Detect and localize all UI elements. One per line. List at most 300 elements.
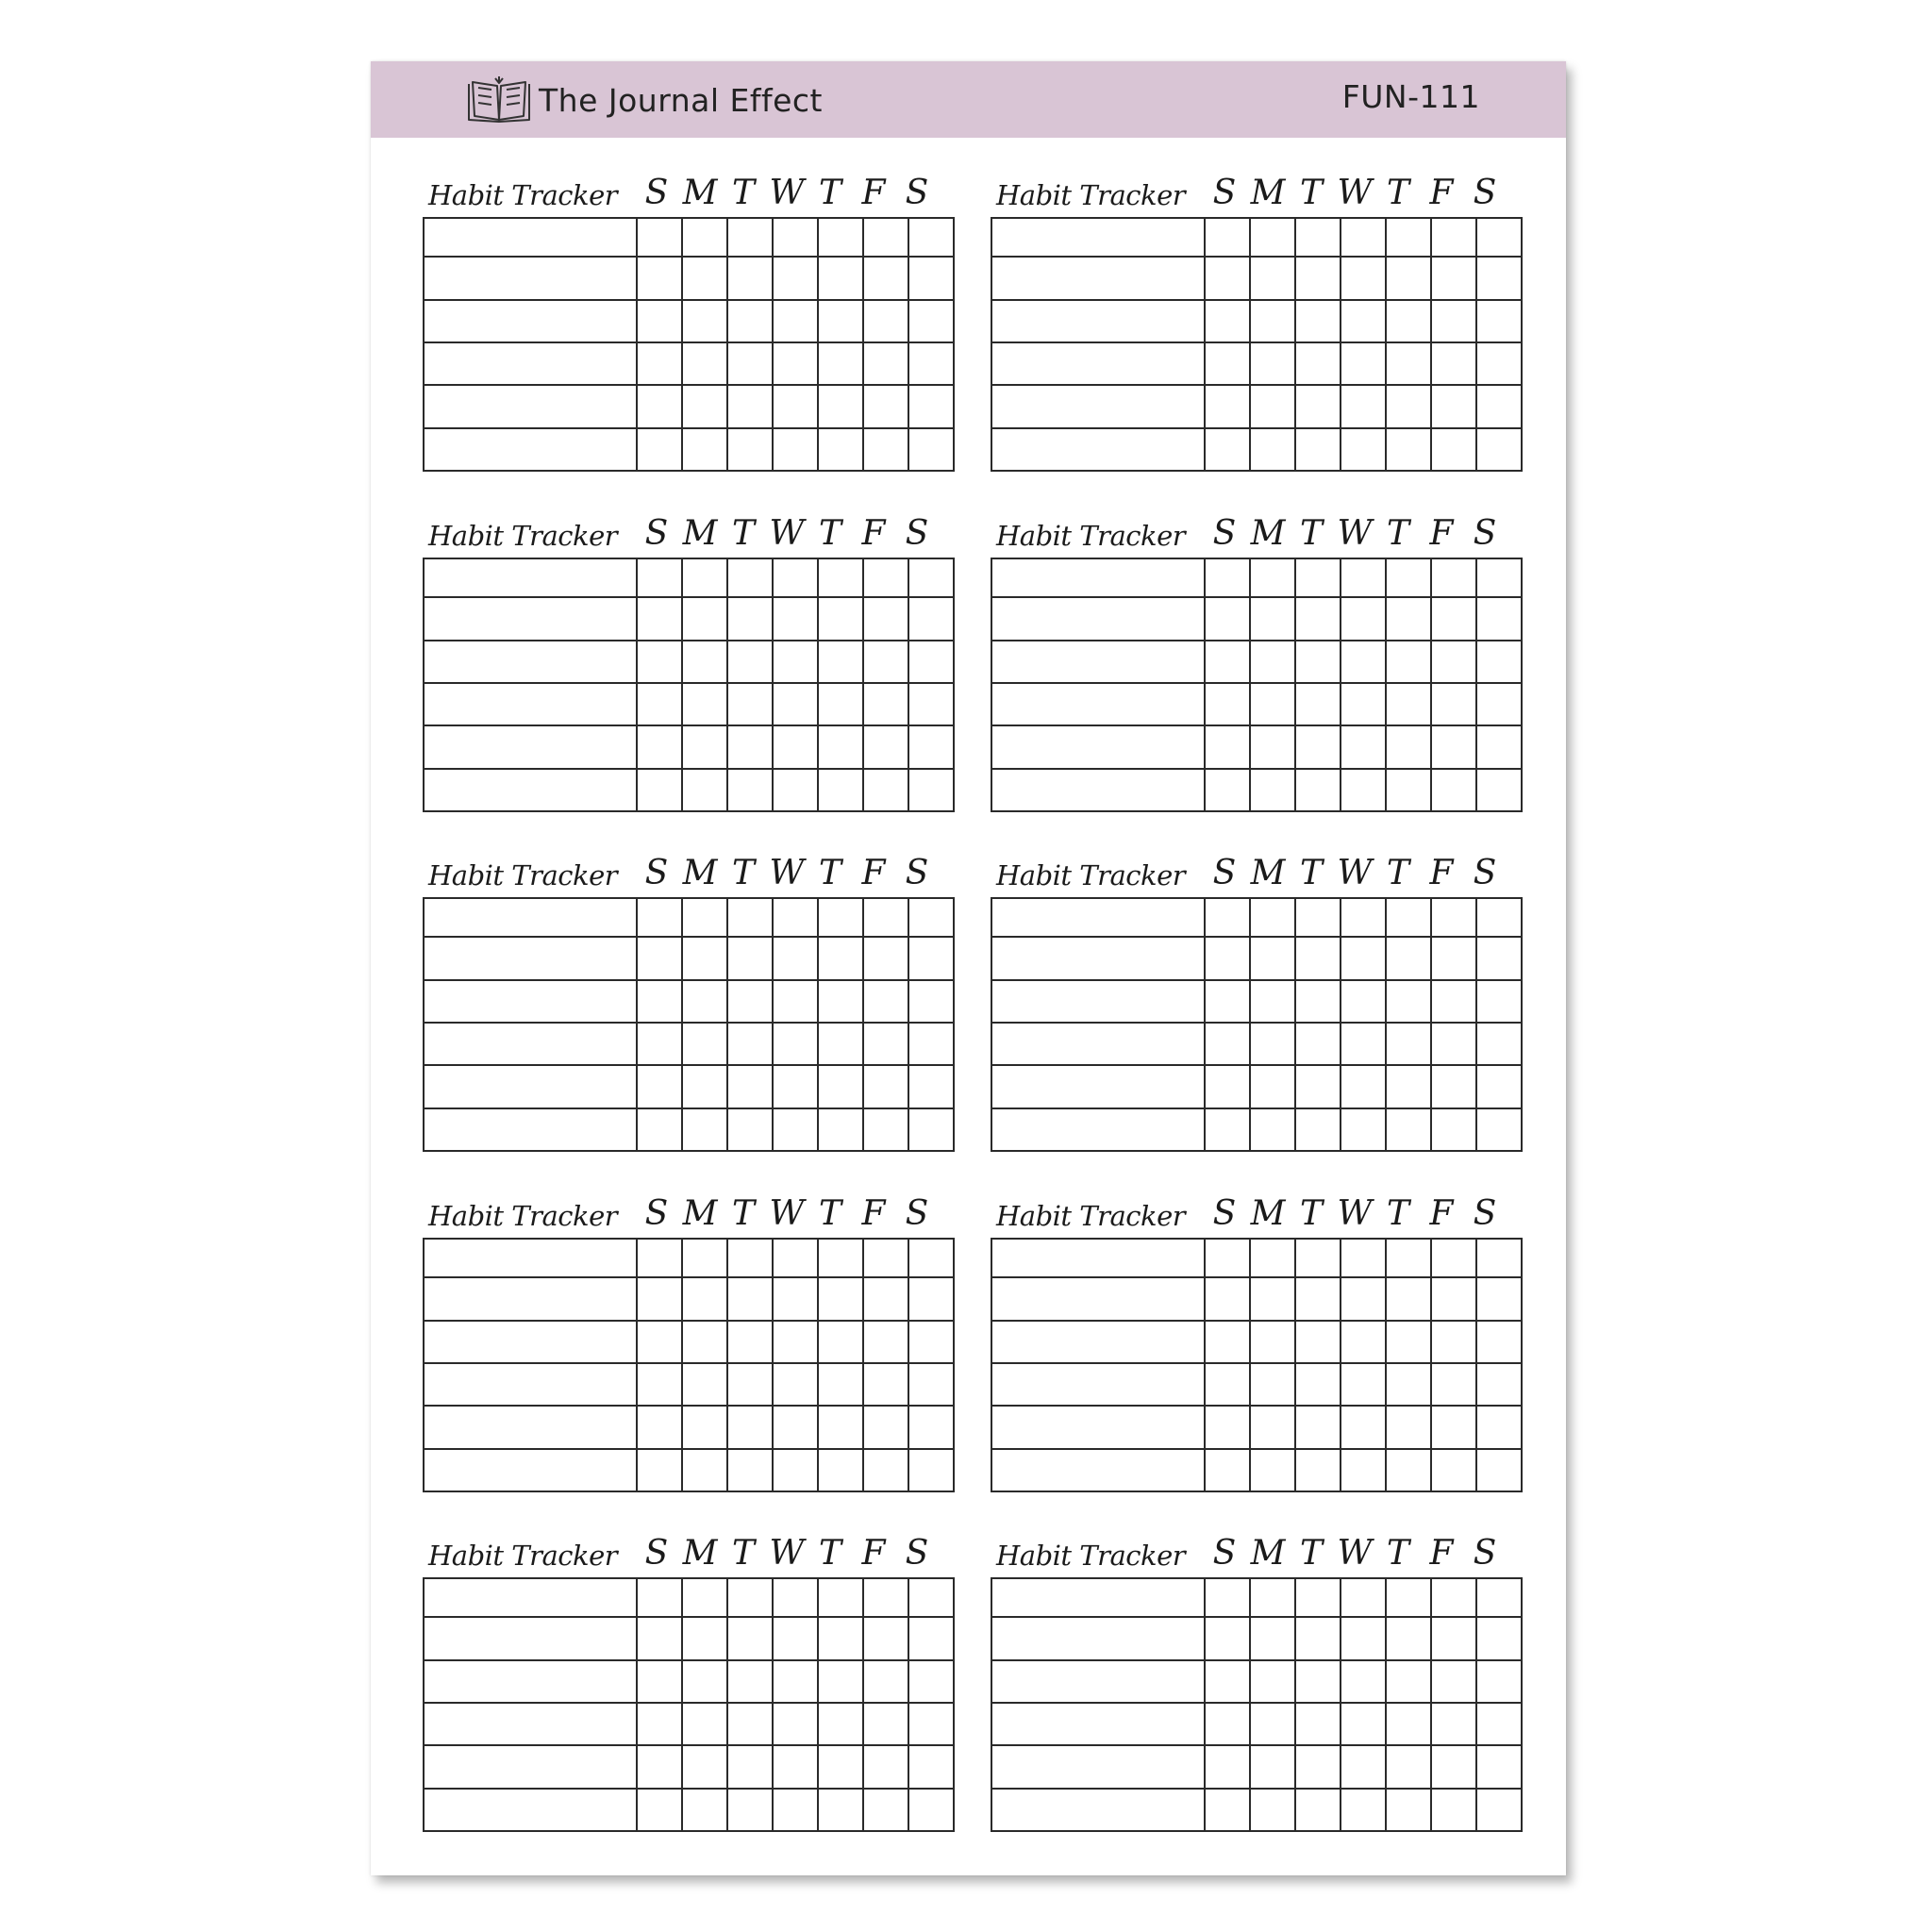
day-check-cell[interactable] — [637, 1449, 682, 1491]
day-check-cell[interactable] — [863, 1449, 908, 1491]
day-check-cell[interactable] — [1476, 1449, 1522, 1491]
day-check-cell[interactable] — [1431, 683, 1476, 725]
day-check-cell[interactable] — [727, 937, 773, 979]
day-check-cell[interactable] — [1386, 218, 1431, 257]
habit-name-cell[interactable] — [424, 300, 637, 342]
day-check-cell[interactable] — [908, 597, 954, 640]
day-check-cell[interactable] — [863, 558, 908, 597]
day-check-cell[interactable] — [773, 1745, 818, 1788]
day-check-cell[interactable] — [1250, 898, 1295, 937]
day-check-cell[interactable] — [1386, 1703, 1431, 1745]
habit-name-cell[interactable] — [991, 1578, 1205, 1617]
day-check-cell[interactable] — [1250, 558, 1295, 597]
day-check-cell[interactable] — [637, 300, 682, 342]
day-check-cell[interactable] — [682, 1789, 727, 1831]
day-check-cell[interactable] — [1431, 1321, 1476, 1363]
day-check-cell[interactable] — [1205, 218, 1250, 257]
day-check-cell[interactable] — [1205, 1745, 1250, 1788]
day-check-cell[interactable] — [908, 1745, 954, 1788]
day-check-cell[interactable] — [1476, 558, 1522, 597]
day-check-cell[interactable] — [1431, 1406, 1476, 1448]
day-check-cell[interactable] — [1295, 1617, 1341, 1659]
day-check-cell[interactable] — [727, 769, 773, 811]
day-check-cell[interactable] — [1341, 1578, 1386, 1617]
habit-name-cell[interactable] — [424, 257, 637, 299]
day-check-cell[interactable] — [1476, 1660, 1522, 1703]
day-check-cell[interactable] — [1386, 980, 1431, 1023]
day-check-cell[interactable] — [1205, 769, 1250, 811]
day-check-cell[interactable] — [773, 1321, 818, 1363]
day-check-cell[interactable] — [1205, 937, 1250, 979]
day-check-cell[interactable] — [1250, 1363, 1295, 1406]
day-check-cell[interactable] — [773, 980, 818, 1023]
day-check-cell[interactable] — [1386, 1617, 1431, 1659]
habit-name-cell[interactable] — [991, 1108, 1205, 1151]
day-check-cell[interactable] — [682, 342, 727, 385]
day-check-cell[interactable] — [1386, 1363, 1431, 1406]
day-check-cell[interactable] — [773, 898, 818, 937]
day-check-cell[interactable] — [1250, 1789, 1295, 1831]
day-check-cell[interactable] — [682, 1617, 727, 1659]
day-check-cell[interactable] — [773, 1703, 818, 1745]
day-check-cell[interactable] — [1250, 1406, 1295, 1448]
day-check-cell[interactable] — [1476, 385, 1522, 427]
day-check-cell[interactable] — [908, 898, 954, 937]
day-check-cell[interactable] — [1250, 1239, 1295, 1277]
day-check-cell[interactable] — [818, 300, 863, 342]
day-check-cell[interactable] — [727, 597, 773, 640]
day-check-cell[interactable] — [637, 342, 682, 385]
day-check-cell[interactable] — [1341, 218, 1386, 257]
day-check-cell[interactable] — [1341, 385, 1386, 427]
habit-name-cell[interactable] — [424, 1406, 637, 1448]
day-check-cell[interactable] — [1341, 300, 1386, 342]
day-check-cell[interactable] — [818, 342, 863, 385]
day-check-cell[interactable] — [908, 769, 954, 811]
day-check-cell[interactable] — [727, 683, 773, 725]
day-check-cell[interactable] — [773, 683, 818, 725]
day-check-cell[interactable] — [1476, 218, 1522, 257]
habit-name-cell[interactable] — [424, 1660, 637, 1703]
day-check-cell[interactable] — [637, 898, 682, 937]
day-check-cell[interactable] — [1295, 1108, 1341, 1151]
day-check-cell[interactable] — [727, 641, 773, 683]
day-check-cell[interactable] — [727, 385, 773, 427]
day-check-cell[interactable] — [1205, 1108, 1250, 1151]
day-check-cell[interactable] — [637, 1363, 682, 1406]
day-check-cell[interactable] — [1476, 257, 1522, 299]
day-check-cell[interactable] — [682, 1321, 727, 1363]
day-check-cell[interactable] — [1341, 428, 1386, 471]
habit-name-cell[interactable] — [424, 342, 637, 385]
day-check-cell[interactable] — [637, 1406, 682, 1448]
day-check-cell[interactable] — [1476, 1617, 1522, 1659]
day-check-cell[interactable] — [637, 597, 682, 640]
day-check-cell[interactable] — [863, 1617, 908, 1659]
day-check-cell[interactable] — [1295, 218, 1341, 257]
day-check-cell[interactable] — [863, 342, 908, 385]
day-check-cell[interactable] — [1476, 428, 1522, 471]
day-check-cell[interactable] — [1386, 428, 1431, 471]
habit-name-cell[interactable] — [424, 1108, 637, 1151]
day-check-cell[interactable] — [1341, 1277, 1386, 1320]
day-check-cell[interactable] — [682, 1108, 727, 1151]
day-check-cell[interactable] — [1431, 1449, 1476, 1491]
day-check-cell[interactable] — [908, 1239, 954, 1277]
day-check-cell[interactable] — [773, 342, 818, 385]
day-check-cell[interactable] — [1431, 428, 1476, 471]
day-check-cell[interactable] — [1386, 937, 1431, 979]
habit-name-cell[interactable] — [424, 641, 637, 683]
day-check-cell[interactable] — [1386, 641, 1431, 683]
day-check-cell[interactable] — [637, 1065, 682, 1108]
day-check-cell[interactable] — [1431, 980, 1476, 1023]
day-check-cell[interactable] — [1431, 937, 1476, 979]
day-check-cell[interactable] — [682, 1363, 727, 1406]
day-check-cell[interactable] — [727, 300, 773, 342]
habit-name-cell[interactable] — [991, 1745, 1205, 1788]
day-check-cell[interactable] — [1386, 683, 1431, 725]
day-check-cell[interactable] — [1341, 1617, 1386, 1659]
day-check-cell[interactable] — [1205, 1789, 1250, 1831]
day-check-cell[interactable] — [863, 1660, 908, 1703]
habit-name-cell[interactable] — [424, 898, 637, 937]
day-check-cell[interactable] — [1341, 597, 1386, 640]
day-check-cell[interactable] — [682, 1660, 727, 1703]
day-check-cell[interactable] — [1431, 385, 1476, 427]
day-check-cell[interactable] — [818, 558, 863, 597]
habit-name-cell[interactable] — [991, 683, 1205, 725]
day-check-cell[interactable] — [863, 641, 908, 683]
day-check-cell[interactable] — [1386, 1660, 1431, 1703]
day-check-cell[interactable] — [637, 1578, 682, 1617]
day-check-cell[interactable] — [908, 1789, 954, 1831]
day-check-cell[interactable] — [1341, 1363, 1386, 1406]
day-check-cell[interactable] — [682, 218, 727, 257]
day-check-cell[interactable] — [1205, 1277, 1250, 1320]
day-check-cell[interactable] — [727, 1745, 773, 1788]
habit-name-cell[interactable] — [991, 769, 1205, 811]
day-check-cell[interactable] — [908, 1578, 954, 1617]
day-check-cell[interactable] — [1341, 558, 1386, 597]
day-check-cell[interactable] — [1431, 1239, 1476, 1277]
day-check-cell[interactable] — [682, 1406, 727, 1448]
day-check-cell[interactable] — [1295, 725, 1341, 768]
day-check-cell[interactable] — [682, 1023, 727, 1065]
day-check-cell[interactable] — [1205, 1363, 1250, 1406]
day-check-cell[interactable] — [1431, 218, 1476, 257]
day-check-cell[interactable] — [1250, 300, 1295, 342]
day-check-cell[interactable] — [1386, 769, 1431, 811]
day-check-cell[interactable] — [1431, 1277, 1476, 1320]
day-check-cell[interactable] — [637, 641, 682, 683]
day-check-cell[interactable] — [1476, 1321, 1522, 1363]
day-check-cell[interactable] — [1205, 1617, 1250, 1659]
day-check-cell[interactable] — [1431, 1660, 1476, 1703]
habit-name-cell[interactable] — [991, 218, 1205, 257]
day-check-cell[interactable] — [1295, 558, 1341, 597]
day-check-cell[interactable] — [908, 1065, 954, 1108]
day-check-cell[interactable] — [863, 1239, 908, 1277]
day-check-cell[interactable] — [1386, 257, 1431, 299]
day-check-cell[interactable] — [1250, 683, 1295, 725]
day-check-cell[interactable] — [682, 683, 727, 725]
habit-name-cell[interactable] — [991, 597, 1205, 640]
day-check-cell[interactable] — [863, 1745, 908, 1788]
day-check-cell[interactable] — [1250, 1449, 1295, 1491]
day-check-cell[interactable] — [1205, 1703, 1250, 1745]
day-check-cell[interactable] — [773, 385, 818, 427]
day-check-cell[interactable] — [1431, 1363, 1476, 1406]
day-check-cell[interactable] — [1386, 300, 1431, 342]
day-check-cell[interactable] — [1341, 1789, 1386, 1831]
day-check-cell[interactable] — [1205, 257, 1250, 299]
day-check-cell[interactable] — [682, 1277, 727, 1320]
day-check-cell[interactable] — [1476, 1406, 1522, 1448]
day-check-cell[interactable] — [1431, 1745, 1476, 1788]
day-check-cell[interactable] — [637, 769, 682, 811]
day-check-cell[interactable] — [1431, 641, 1476, 683]
day-check-cell[interactable] — [818, 937, 863, 979]
day-check-cell[interactable] — [1341, 1660, 1386, 1703]
day-check-cell[interactable] — [1295, 937, 1341, 979]
habit-name-cell[interactable] — [424, 1745, 637, 1788]
day-check-cell[interactable] — [908, 558, 954, 597]
day-check-cell[interactable] — [1386, 1789, 1431, 1831]
day-check-cell[interactable] — [773, 1023, 818, 1065]
day-check-cell[interactable] — [1386, 1578, 1431, 1617]
day-check-cell[interactable] — [1205, 1065, 1250, 1108]
day-check-cell[interactable] — [1295, 300, 1341, 342]
day-check-cell[interactable] — [727, 1277, 773, 1320]
day-check-cell[interactable] — [682, 641, 727, 683]
day-check-cell[interactable] — [1295, 1789, 1341, 1831]
habit-name-cell[interactable] — [991, 1065, 1205, 1108]
day-check-cell[interactable] — [1295, 641, 1341, 683]
day-check-cell[interactable] — [1250, 1277, 1295, 1320]
day-check-cell[interactable] — [773, 1277, 818, 1320]
day-check-cell[interactable] — [1295, 1321, 1341, 1363]
day-check-cell[interactable] — [773, 641, 818, 683]
day-check-cell[interactable] — [727, 1617, 773, 1659]
day-check-cell[interactable] — [863, 937, 908, 979]
day-check-cell[interactable] — [637, 683, 682, 725]
day-check-cell[interactable] — [1295, 1406, 1341, 1448]
habit-name-cell[interactable] — [991, 1703, 1205, 1745]
day-check-cell[interactable] — [863, 597, 908, 640]
habit-name-cell[interactable] — [991, 342, 1205, 385]
day-check-cell[interactable] — [1476, 1703, 1522, 1745]
day-check-cell[interactable] — [682, 300, 727, 342]
day-check-cell[interactable] — [1386, 1239, 1431, 1277]
habit-name-cell[interactable] — [991, 1363, 1205, 1406]
day-check-cell[interactable] — [727, 1660, 773, 1703]
day-check-cell[interactable] — [818, 1449, 863, 1491]
day-check-cell[interactable] — [863, 898, 908, 937]
day-check-cell[interactable] — [773, 1660, 818, 1703]
day-check-cell[interactable] — [682, 428, 727, 471]
day-check-cell[interactable] — [1250, 1617, 1295, 1659]
day-check-cell[interactable] — [682, 980, 727, 1023]
day-check-cell[interactable] — [863, 1108, 908, 1151]
day-check-cell[interactable] — [1386, 1108, 1431, 1151]
habit-name-cell[interactable] — [424, 385, 637, 427]
day-check-cell[interactable] — [637, 980, 682, 1023]
day-check-cell[interactable] — [818, 1023, 863, 1065]
day-check-cell[interactable] — [1476, 1023, 1522, 1065]
habit-name-cell[interactable] — [991, 725, 1205, 768]
day-check-cell[interactable] — [863, 1578, 908, 1617]
day-check-cell[interactable] — [1476, 769, 1522, 811]
day-check-cell[interactable] — [727, 1406, 773, 1448]
day-check-cell[interactable] — [1250, 980, 1295, 1023]
day-check-cell[interactable] — [1295, 1449, 1341, 1491]
day-check-cell[interactable] — [727, 1449, 773, 1491]
day-check-cell[interactable] — [1476, 1277, 1522, 1320]
day-check-cell[interactable] — [637, 1617, 682, 1659]
day-check-cell[interactable] — [908, 1449, 954, 1491]
habit-name-cell[interactable] — [991, 1449, 1205, 1491]
day-check-cell[interactable] — [818, 769, 863, 811]
day-check-cell[interactable] — [863, 1703, 908, 1745]
day-check-cell[interactable] — [1431, 300, 1476, 342]
day-check-cell[interactable] — [863, 300, 908, 342]
day-check-cell[interactable] — [682, 385, 727, 427]
day-check-cell[interactable] — [818, 257, 863, 299]
day-check-cell[interactable] — [637, 725, 682, 768]
day-check-cell[interactable] — [1431, 1065, 1476, 1108]
day-check-cell[interactable] — [1205, 1449, 1250, 1491]
day-check-cell[interactable] — [863, 218, 908, 257]
day-check-cell[interactable] — [1205, 641, 1250, 683]
day-check-cell[interactable] — [1205, 980, 1250, 1023]
day-check-cell[interactable] — [727, 558, 773, 597]
day-check-cell[interactable] — [637, 1703, 682, 1745]
habit-name-cell[interactable] — [991, 937, 1205, 979]
day-check-cell[interactable] — [1386, 1745, 1431, 1788]
day-check-cell[interactable] — [818, 1703, 863, 1745]
day-check-cell[interactable] — [682, 558, 727, 597]
day-check-cell[interactable] — [818, 898, 863, 937]
day-check-cell[interactable] — [1431, 1023, 1476, 1065]
day-check-cell[interactable] — [682, 1449, 727, 1491]
day-check-cell[interactable] — [1476, 1578, 1522, 1617]
day-check-cell[interactable] — [1476, 1789, 1522, 1831]
day-check-cell[interactable] — [773, 1578, 818, 1617]
day-check-cell[interactable] — [1341, 1745, 1386, 1788]
habit-name-cell[interactable] — [991, 980, 1205, 1023]
day-check-cell[interactable] — [1295, 1277, 1341, 1320]
habit-name-cell[interactable] — [424, 1703, 637, 1745]
day-check-cell[interactable] — [773, 1065, 818, 1108]
day-check-cell[interactable] — [637, 428, 682, 471]
day-check-cell[interactable] — [863, 428, 908, 471]
day-check-cell[interactable] — [727, 1578, 773, 1617]
day-check-cell[interactable] — [1295, 980, 1341, 1023]
day-check-cell[interactable] — [1341, 769, 1386, 811]
habit-name-cell[interactable] — [991, 1406, 1205, 1448]
day-check-cell[interactable] — [727, 428, 773, 471]
day-check-cell[interactable] — [818, 641, 863, 683]
day-check-cell[interactable] — [1431, 1617, 1476, 1659]
day-check-cell[interactable] — [818, 218, 863, 257]
day-check-cell[interactable] — [727, 1023, 773, 1065]
day-check-cell[interactable] — [1341, 1065, 1386, 1108]
habit-name-cell[interactable] — [424, 1321, 637, 1363]
day-check-cell[interactable] — [1431, 597, 1476, 640]
day-check-cell[interactable] — [1295, 1239, 1341, 1277]
day-check-cell[interactable] — [1386, 597, 1431, 640]
habit-name-cell[interactable] — [424, 937, 637, 979]
day-check-cell[interactable] — [1386, 1406, 1431, 1448]
day-check-cell[interactable] — [818, 1321, 863, 1363]
day-check-cell[interactable] — [1205, 683, 1250, 725]
day-check-cell[interactable] — [1295, 597, 1341, 640]
habit-name-cell[interactable] — [991, 1321, 1205, 1363]
day-check-cell[interactable] — [1476, 1065, 1522, 1108]
habit-name-cell[interactable] — [424, 683, 637, 725]
day-check-cell[interactable] — [863, 385, 908, 427]
day-check-cell[interactable] — [1431, 1789, 1476, 1831]
day-check-cell[interactable] — [1386, 1449, 1431, 1491]
habit-name-cell[interactable] — [991, 257, 1205, 299]
day-check-cell[interactable] — [818, 1617, 863, 1659]
day-check-cell[interactable] — [1205, 898, 1250, 937]
day-check-cell[interactable] — [637, 1277, 682, 1320]
day-check-cell[interactable] — [1341, 342, 1386, 385]
habit-name-cell[interactable] — [424, 1617, 637, 1659]
day-check-cell[interactable] — [682, 1745, 727, 1788]
day-check-cell[interactable] — [1295, 1065, 1341, 1108]
day-check-cell[interactable] — [1250, 1745, 1295, 1788]
habit-name-cell[interactable] — [991, 1660, 1205, 1703]
day-check-cell[interactable] — [637, 558, 682, 597]
day-check-cell[interactable] — [637, 1660, 682, 1703]
day-check-cell[interactable] — [1476, 597, 1522, 640]
day-check-cell[interactable] — [1476, 980, 1522, 1023]
day-check-cell[interactable] — [818, 597, 863, 640]
habit-name-cell[interactable] — [424, 1023, 637, 1065]
day-check-cell[interactable] — [818, 1108, 863, 1151]
day-check-cell[interactable] — [1205, 1406, 1250, 1448]
day-check-cell[interactable] — [1205, 1660, 1250, 1703]
day-check-cell[interactable] — [908, 1277, 954, 1320]
day-check-cell[interactable] — [1341, 1108, 1386, 1151]
day-check-cell[interactable] — [1386, 1065, 1431, 1108]
day-check-cell[interactable] — [1250, 641, 1295, 683]
day-check-cell[interactable] — [727, 1703, 773, 1745]
day-check-cell[interactable] — [818, 1578, 863, 1617]
day-check-cell[interactable] — [637, 1239, 682, 1277]
day-check-cell[interactable] — [1386, 1277, 1431, 1320]
day-check-cell[interactable] — [863, 1321, 908, 1363]
day-check-cell[interactable] — [1341, 898, 1386, 937]
day-check-cell[interactable] — [863, 1277, 908, 1320]
day-check-cell[interactable] — [908, 641, 954, 683]
habit-name-cell[interactable] — [424, 1363, 637, 1406]
day-check-cell[interactable] — [1476, 641, 1522, 683]
habit-name-cell[interactable] — [424, 1065, 637, 1108]
day-check-cell[interactable] — [1250, 1108, 1295, 1151]
day-check-cell[interactable] — [1250, 937, 1295, 979]
day-check-cell[interactable] — [908, 1617, 954, 1659]
habit-name-cell[interactable] — [991, 898, 1205, 937]
day-check-cell[interactable] — [773, 300, 818, 342]
day-check-cell[interactable] — [1341, 257, 1386, 299]
day-check-cell[interactable] — [1341, 1239, 1386, 1277]
day-check-cell[interactable] — [818, 1745, 863, 1788]
day-check-cell[interactable] — [818, 1277, 863, 1320]
